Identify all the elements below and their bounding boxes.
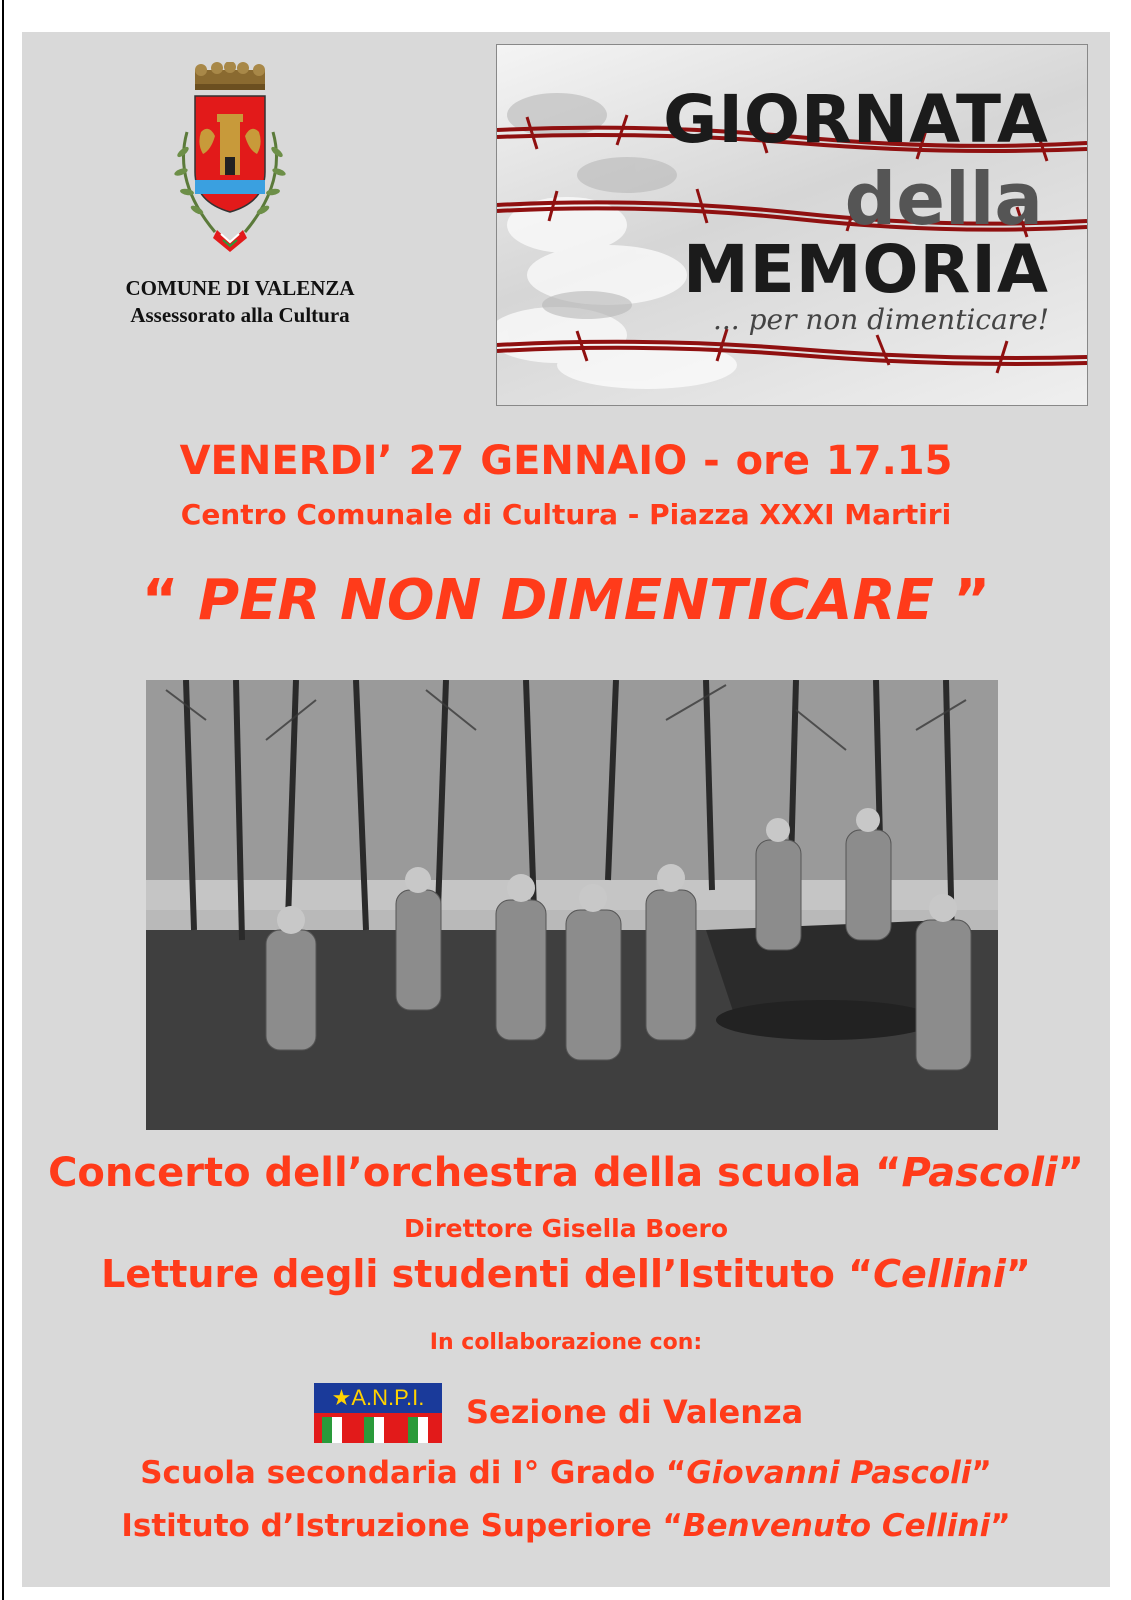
title-close-quote: ” [933,568,991,633]
concert-line [22,1150,1110,1196]
school-1-name: Giovanni Pascoli [686,1455,972,1491]
banner-line-3: MEMORIA [682,231,1049,308]
title-text: PER NON DIMENTICARE [198,568,934,633]
concert-prefix: Concerto dell’orchestra della scuola “ [48,1150,902,1196]
page-border [2,0,4,1600]
banner-line-1: GIORNATA [663,81,1049,158]
readings-suffix: ” [1005,1252,1031,1296]
event-date-time: VENERDI’ 27 GENNAIO - ore 17.15 [179,438,953,484]
readings-prefix: Letture degli studenti dell’Istituto “ [101,1252,874,1296]
collaboration-label: In collaborazione con: [429,1330,703,1355]
school-2-name: Benvenuto Cellini [682,1508,991,1544]
org-line-2: Assessorato alla Cultura [130,303,350,327]
org-line-1: COMUNE DI VALENZA [125,276,355,300]
title-open-quote: “ [141,568,199,633]
school-1-suffix: ” [971,1455,992,1491]
organization-name [80,275,400,329]
school-1-line [22,1455,1110,1491]
event-title [22,568,1110,633]
event-place: Centro Comunale di Cultura - Piazza XXXI Martiri [180,498,952,531]
readings-line [22,1252,1110,1296]
italian-flag-icon [314,1413,442,1443]
coat-of-arms-icon [165,62,295,262]
historical-photo [146,680,998,1130]
director-line: Direttore Gisella Boero [404,1214,728,1243]
concert-school: Pascoli [901,1150,1058,1196]
banner-line-2: della [844,157,1043,241]
school-2-line [22,1508,1110,1544]
anpi-logo [314,1383,442,1443]
readings-school: Cellini [873,1252,1006,1296]
school-1-prefix: Scuola secondaria di I° Grado “ [140,1455,687,1491]
banner-line-4: ... per non dimenticare! [712,303,1049,336]
school-2-suffix: ” [990,1508,1011,1544]
memorial-day-banner [496,44,1088,406]
school-2-prefix: Istituto d’Istruzione Superiore “ [121,1508,683,1544]
prisoners-photo-icon [146,680,998,1130]
anpi-logo-text: ★A.N.P.I. [314,1383,442,1413]
anpi-section: Sezione di Valenza [466,1393,804,1431]
concert-suffix: ” [1057,1150,1084,1196]
